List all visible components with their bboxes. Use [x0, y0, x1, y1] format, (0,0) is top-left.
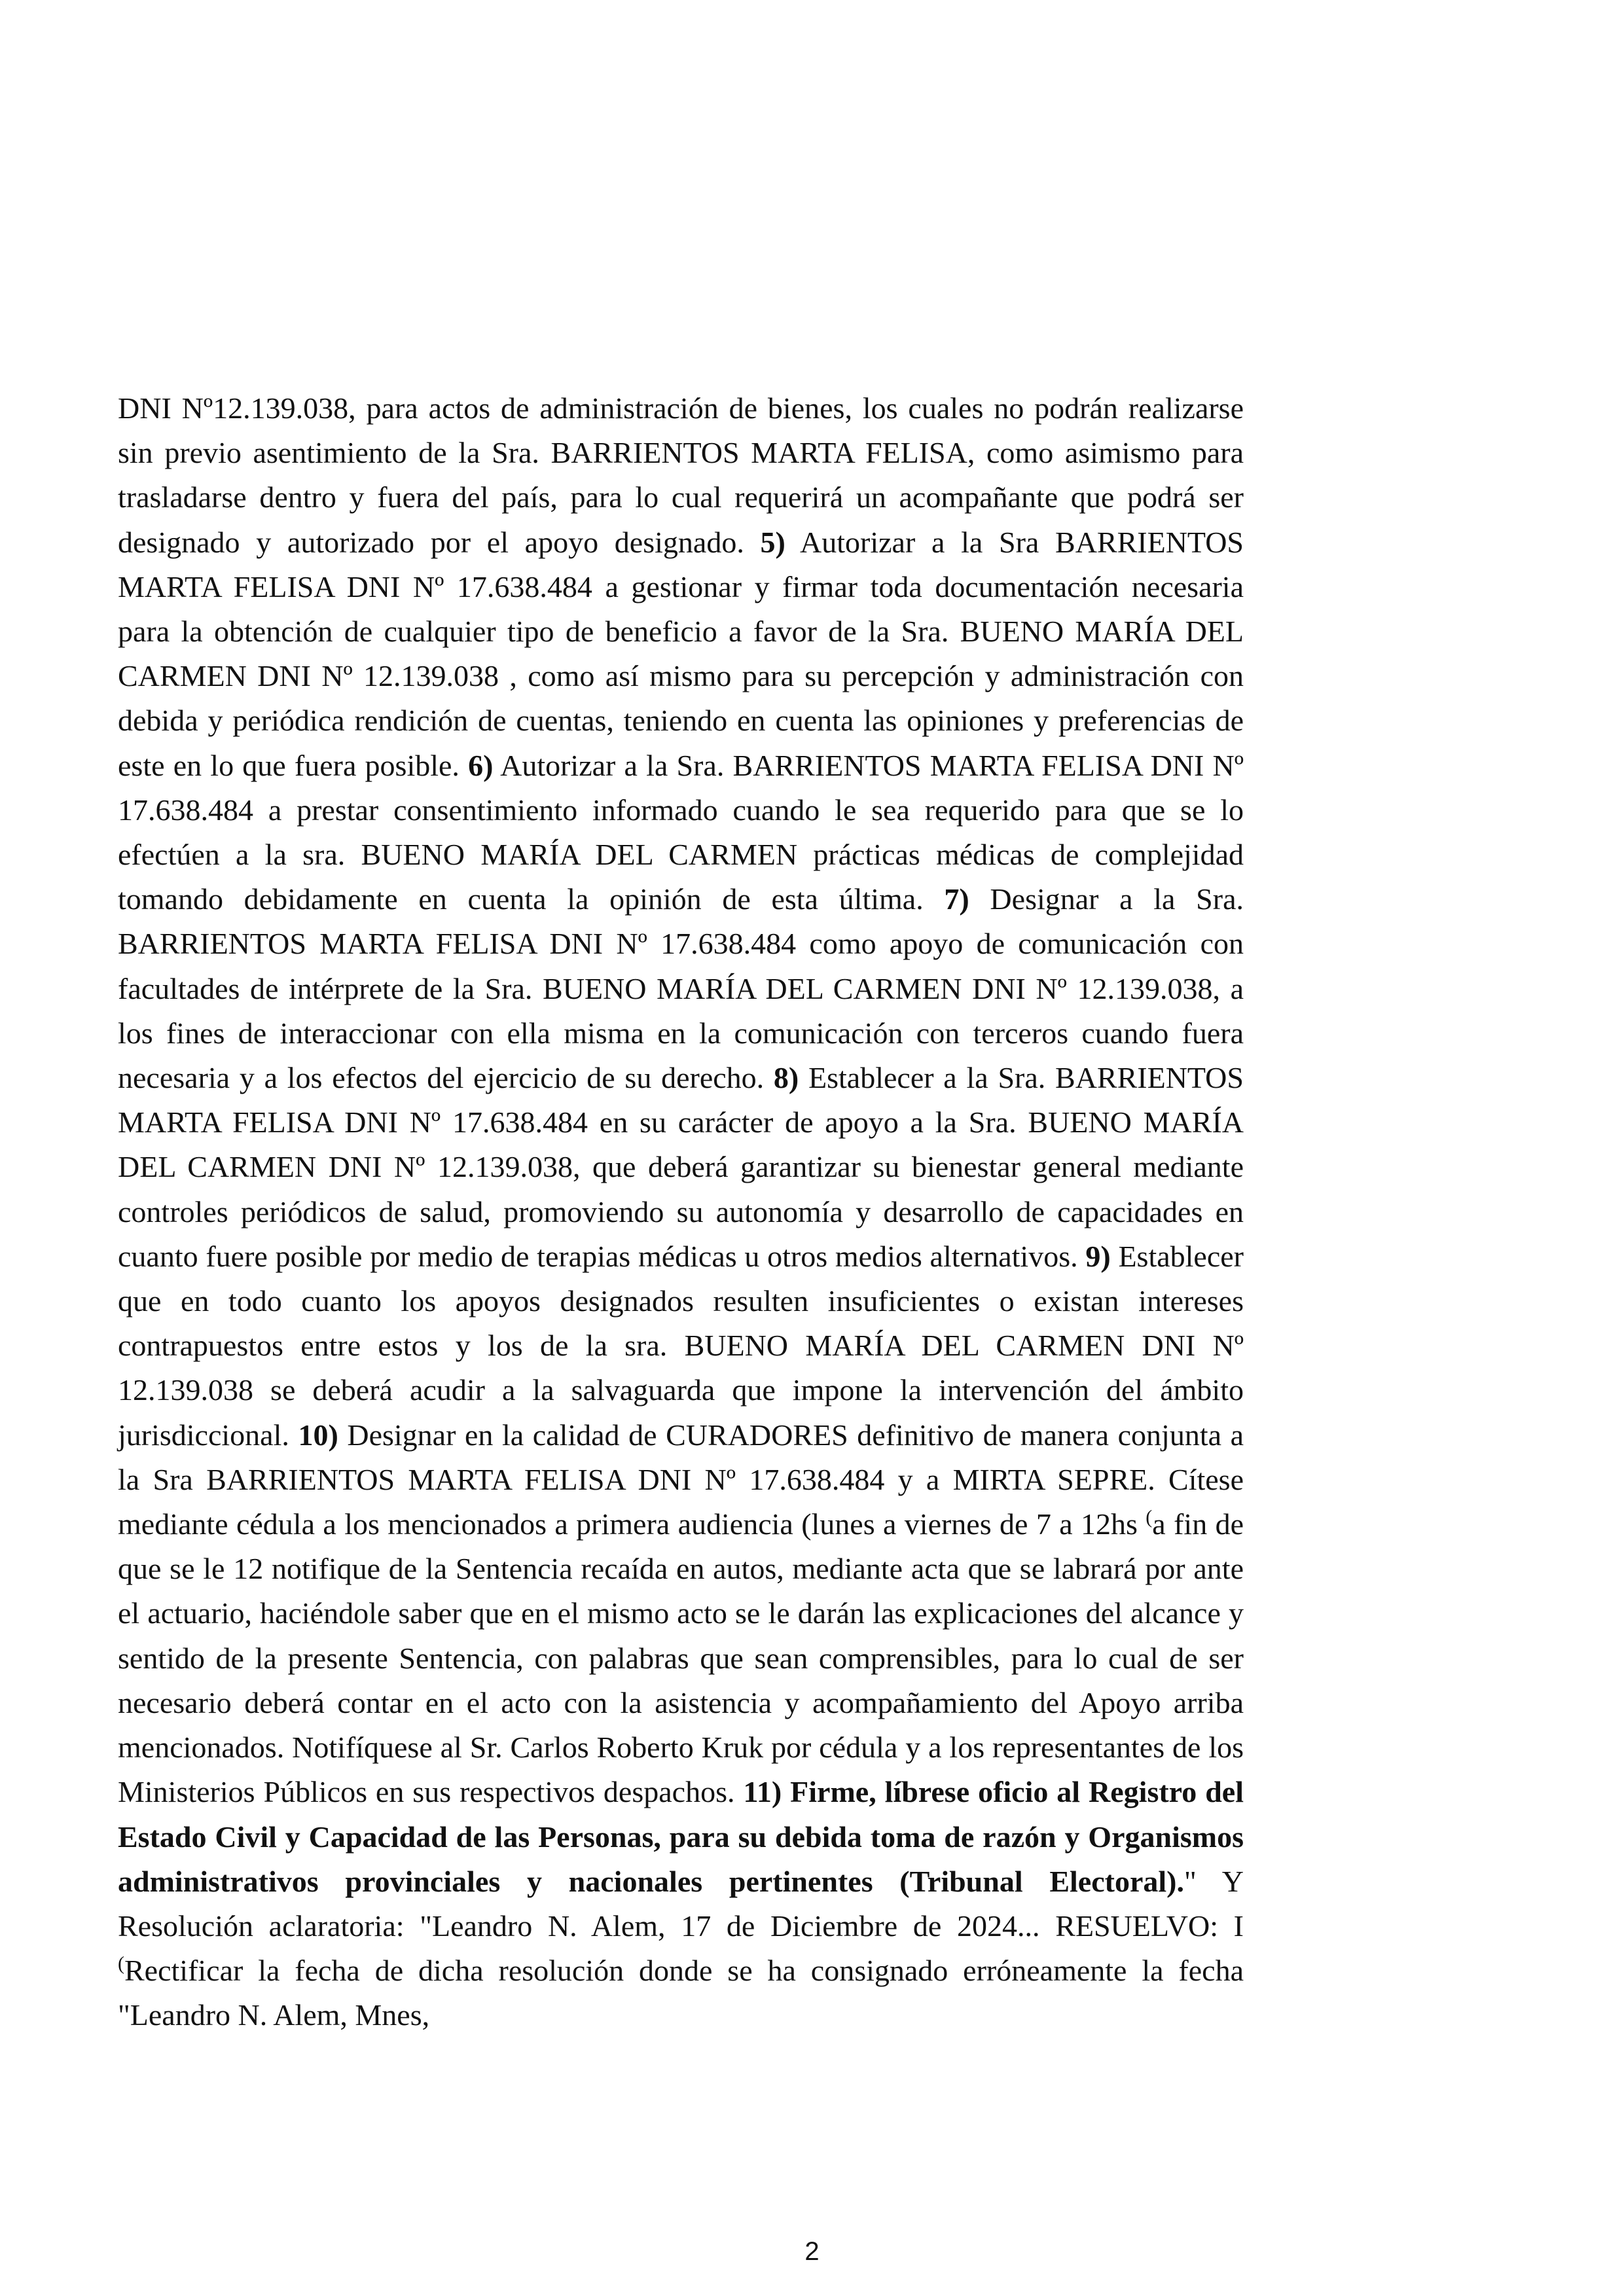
bold-text-segment: 5) — [760, 525, 785, 559]
text-segment: ( — [118, 1952, 124, 1975]
bold-text-segment: 9) — [1085, 1239, 1111, 1273]
text-segment: Establecer a la Sra. BARRIENTOS MARTA FELISA DNI Nº 17.638.484 en su carácter de apoyo a la Sra. BUENO MARÍA DEL CARMEN DNI Nº 12.139.038, que deberá garantizar su bienestar general mediante controles periódicos de salud, promoviendo su autonomía y desarrollo de capacidades en cuanto fuere posible por medio de terapias médicas u otros medios alternativos. — [118, 1061, 1244, 1273]
body-paragraph — [118, 386, 1244, 2038]
text-segment: Designar a la Sra. BARRIENTOS MARTA FELISA DNI Nº 17.638.484 como apoyo de comunicación con facultades de intérprete de la Sra. BUENO MARÍA DEL CARMEN DNI Nº 12.139.038, a los fines de interaccionar con ella misma en la comunicación con terceros cuando fuera necesaria y a los efectos del ejercicio de su derecho. — [118, 882, 1244, 1095]
text-segment: Autorizar a la Sra. BARRIENTOS MARTA FELISA DNI Nº 17.638.484 a prestar consentimiento informado cuando le sea requerido para que se lo efectúen a la sra. BUENO MARÍA DEL CARMEN prácticas médicas de complejidad tomando debidamente en cuenta la opinión de esta última. — [118, 748, 1244, 916]
text-segment: Rectificar la fecha de dicha resolución donde se ha consignado erróneamente la fecha "Leandro N. Alem, Mnes, — [118, 1954, 1244, 2032]
bold-text-segment: 11) Firme, líbrese oficio al Registro del Estado Civil y Capacidad de las Personas, para su debida toma de razón y Organismos administrativos provinciales y nacionales pertinentes (Tribunal Electoral). — [118, 1775, 1244, 1898]
bold-text-segment: 7) — [944, 882, 969, 916]
text-segment: Establecer que en todo cuanto los apoyos designados resulten insuficientes o existan intereses contrapuestos entre estos y los de la sra. BUENO MARÍA DEL CARMEN DNI Nº 12.139.038 se deberá acudir a la salvaguarda que impone la intervención del ámbito jurisdiccional. — [118, 1239, 1244, 1452]
text-segment: ( — [1146, 1506, 1153, 1528]
page-number: 2 — [804, 2237, 820, 2266]
text-segment: a fin de que se le 12 notifique de la Sentencia recaída en autos, mediante acta que se labrará por ante el actuario, haciéndole saber que en el mismo acto se le darán las explicaciones del alcance y sentido de la presente Sentencia, con palabras que sean comprensibles, para lo cual de ser necesario deberá contar en el acto con la asistencia y acompañamiento del Apoyo arriba mencionados. Notifíquese al Sr. Carlos Roberto Kruk por cédula y a los representantes de los Ministerios Públicos en sus respectivos despachos. — [118, 1507, 1244, 1809]
bold-text-segment: 10) — [298, 1418, 338, 1452]
text-segment: Autorizar a la Sra BARRIENTOS MARTA FELISA DNI Nº 17.638.484 a gestionar y firmar toda documentación necesaria para la obtención de cualquier tipo de beneficio a favor de la Sra. BUENO MARÍA DEL CARMEN DNI Nº 12.139.038 , como así mismo para su percepción y administración con debida y periódica rendición de cuentas, teniendo en cuenta las opiniones y preferencias de este en lo que fuera posible. — [118, 525, 1244, 782]
text-segment: " Y Resolución aclaratoria: "Leandro N. Alem, 17 de Diciembre de 2024... RESUELVO: I — [118, 1864, 1244, 1943]
text-segment: Designar en la calidad de CURADORES definitivo de manera conjunta a la Sra BARRIENTOS MARTA FELISA DNI Nº 17.638.484 y a MIRTA SEPRE. Cítese mediante cédula a los mencionados a primera audiencia (lunes a viernes de 7 a 12hs — [118, 1418, 1244, 1541]
text-segment: DNI Nº12.139.038, para actos de administración de bienes, los cuales no podrán realizarse sin previo asentimiento de la Sra. BARRIENTOS MARTA FELISA, como asimismo para trasladarse dentro y fuera del país, para lo cual requerirá un acompañante que podrá ser designado y autorizado por el apoyo designado. — [118, 391, 1244, 559]
bold-text-segment: 8) — [773, 1061, 799, 1095]
bold-text-segment: 6) — [468, 748, 494, 782]
